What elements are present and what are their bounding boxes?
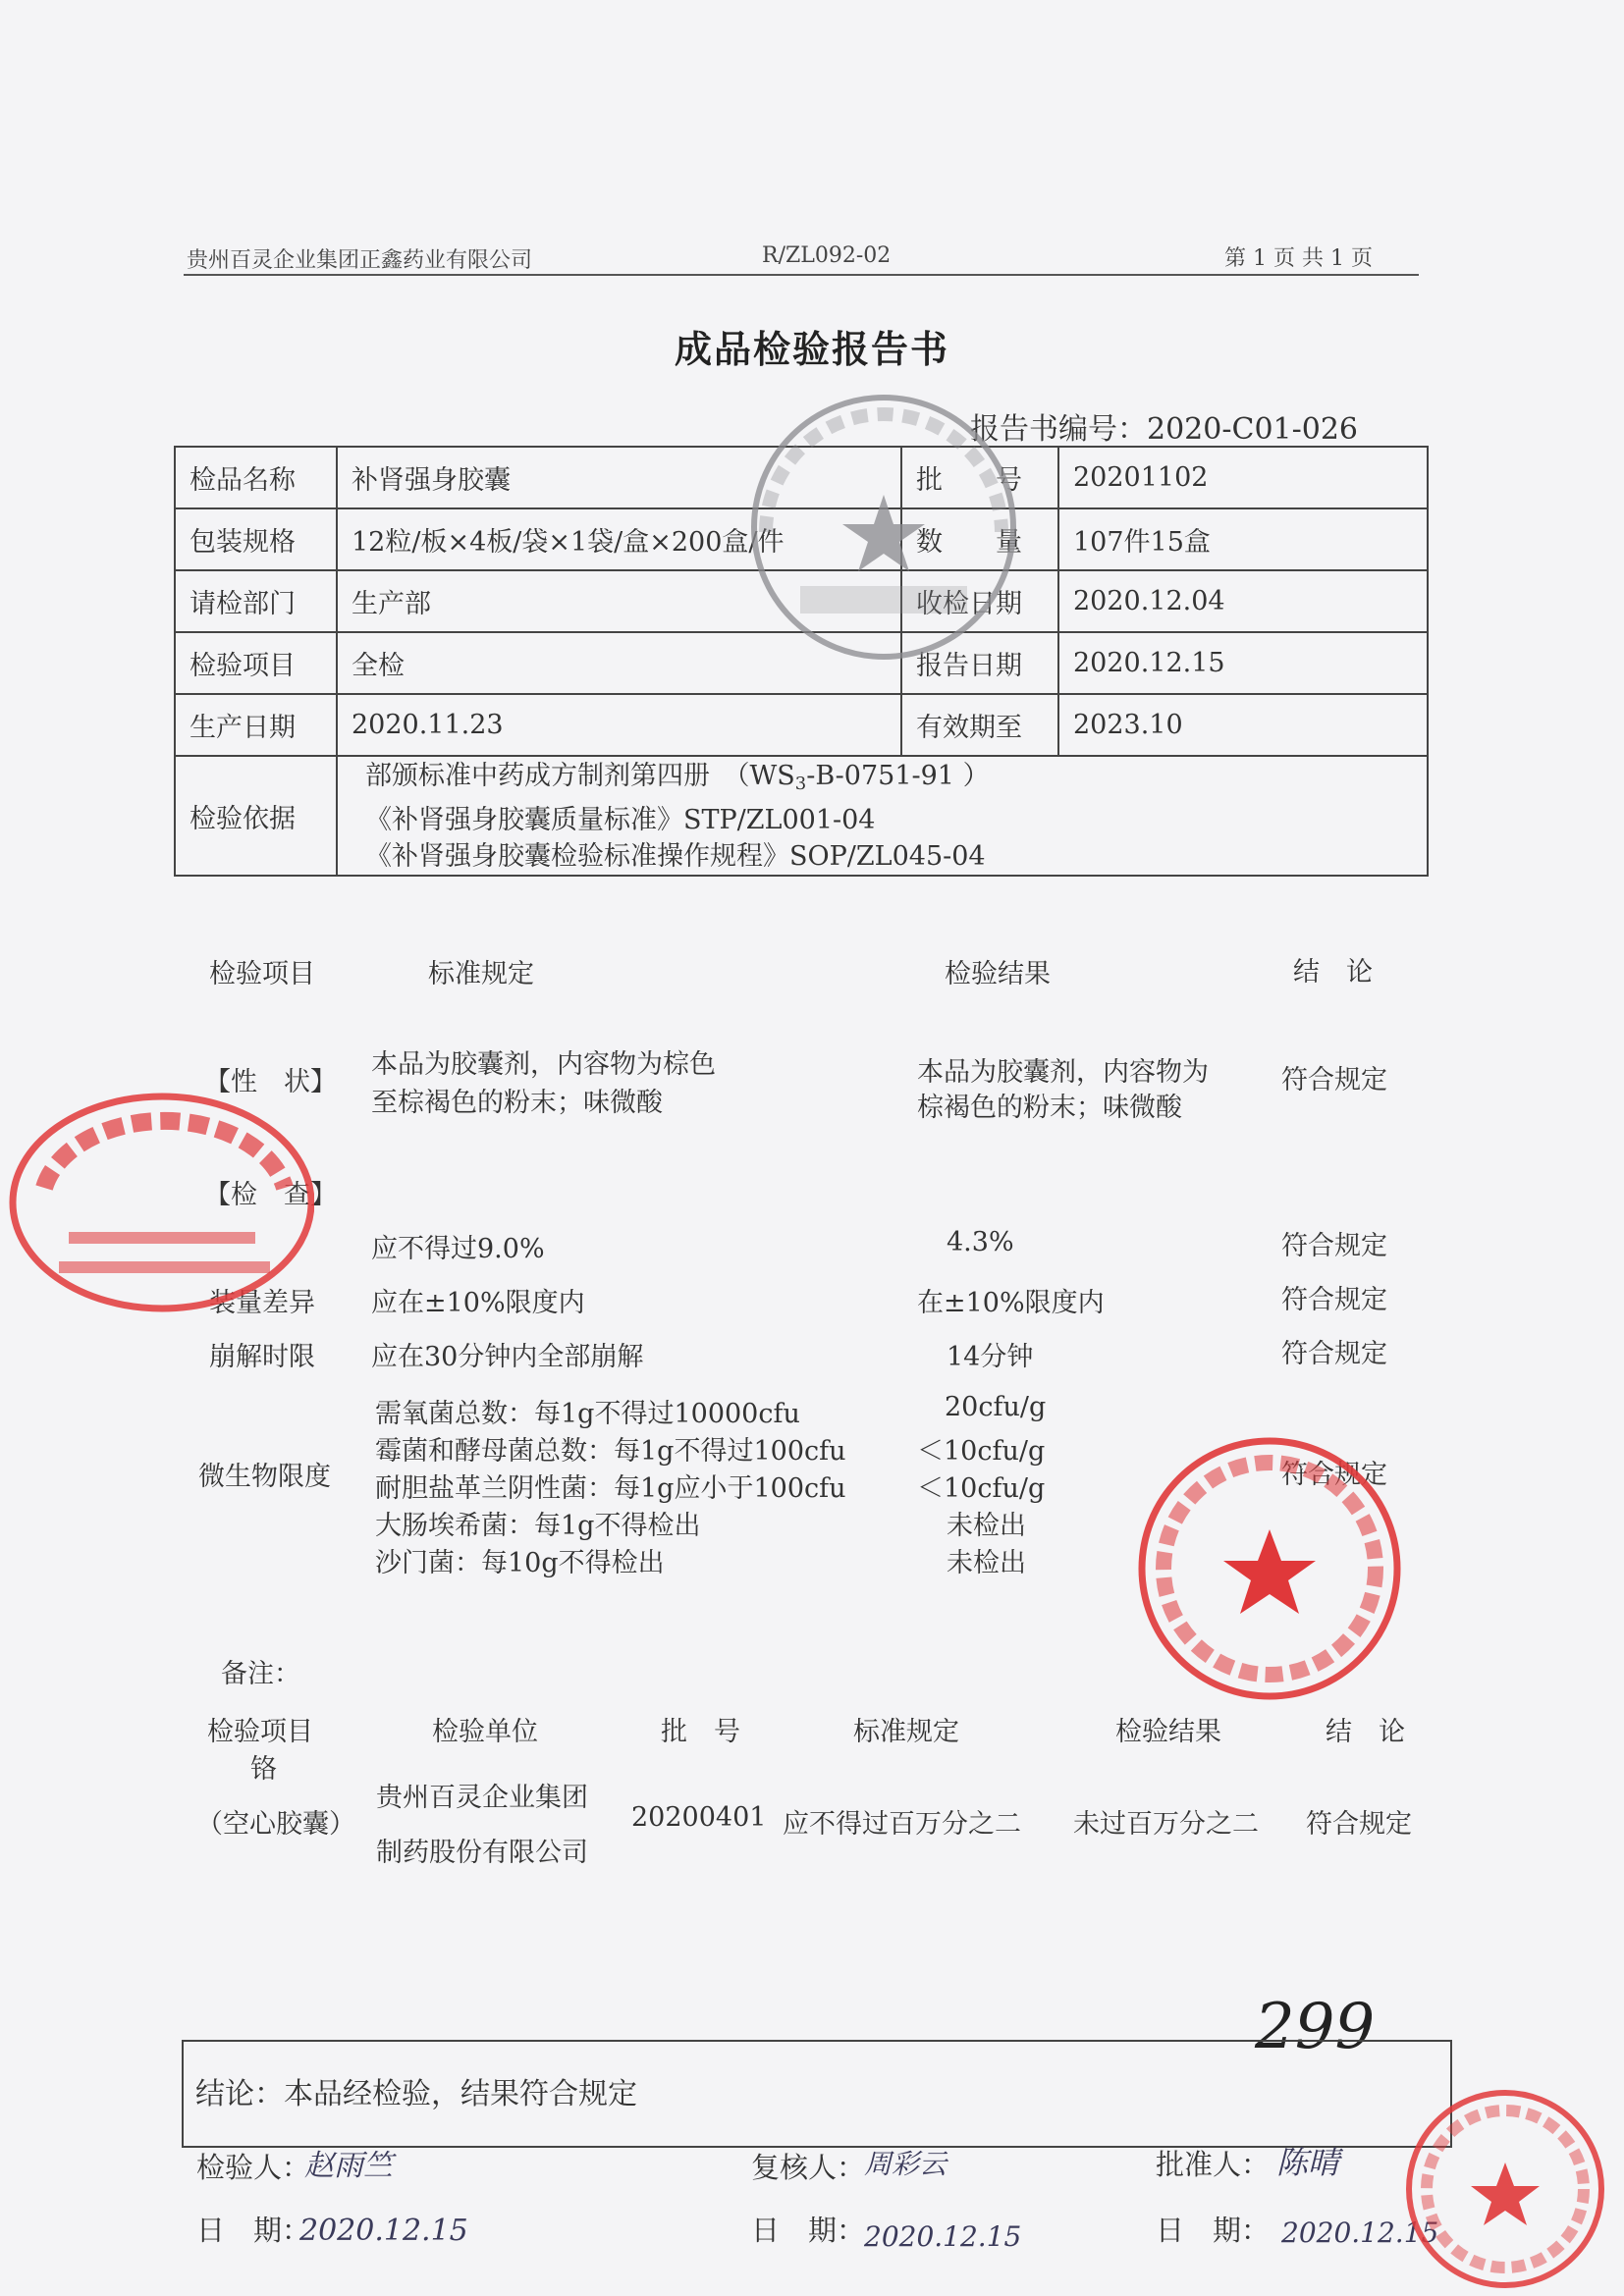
remarks-batch: 20200401 xyxy=(631,1802,767,1833)
production-date-value: 2020.11.23 xyxy=(337,694,901,756)
basis-value xyxy=(337,756,1428,876)
microbial-result: ＜10cfu/g xyxy=(917,1473,1046,1504)
remarks-conclusion: 符合规定 xyxy=(1306,1809,1412,1840)
red-corner-stamp xyxy=(1392,2086,1618,2292)
date-label: 日 期： xyxy=(1156,2214,1271,2247)
inspection-item-value: 全检 xyxy=(337,632,901,694)
fill-variance-label: 装量差异 xyxy=(209,1288,315,1318)
approver-label: 批准人： xyxy=(1156,2148,1271,2181)
remarks-item: 铬 xyxy=(250,1754,277,1785)
remarks-header-standard: 标准规定 xyxy=(853,1717,959,1747)
red-copy-stamp xyxy=(0,1085,314,1320)
appearance-standard: 本品为胶囊剂，内容物为棕色 xyxy=(371,1049,716,1080)
microbial-standard: 沙门菌：每10g不得检出 xyxy=(375,1548,665,1578)
disintegration-result: 14分钟 xyxy=(947,1342,1034,1372)
package-spec-value: 12粒/板×4板/袋×1袋/盒×200盒/件 xyxy=(337,508,901,570)
expiry-label: 有效期至 xyxy=(901,694,1058,756)
date-label: 日 期： xyxy=(751,2214,866,2247)
table-row xyxy=(175,756,1428,876)
remarks-unit: 贵州百灵企业集团 xyxy=(376,1783,588,1813)
appearance-standard: 至棕褐色的粉末；味微酸 xyxy=(371,1088,663,1118)
conclusion-box xyxy=(182,2040,1452,2148)
report-number: 报告书编号：2020-C01-026 xyxy=(970,412,1359,447)
receive-date-value: 2020.12.04 xyxy=(1058,570,1428,632)
fill-variance-conclusion: 符合规定 xyxy=(1281,1285,1387,1315)
remarks-header-result: 检验结果 xyxy=(1115,1717,1221,1747)
header-rule xyxy=(184,274,1419,276)
results-header-conclusion: 结 论 xyxy=(1293,957,1373,988)
inspector-label: 检验人： xyxy=(196,2151,311,2184)
microbial-result: 20cfu/g xyxy=(945,1392,1047,1422)
appearance-result: 本品为胶囊剂，内容物为 xyxy=(917,1057,1209,1088)
product-name-value: 补肾强身胶囊 xyxy=(337,447,901,508)
microbial-standard: 耐胆盐革兰阴性菌：每1g应小于100cfu xyxy=(375,1473,846,1504)
results-header-result: 检验结果 xyxy=(945,959,1051,989)
reviewer-date: 2020.12.15 xyxy=(864,2220,1022,2253)
microbial-conclusion: 符合规定 xyxy=(1281,1460,1387,1490)
date-label: 日 期： xyxy=(196,2214,311,2247)
appearance-conclusion: 符合规定 xyxy=(1281,1065,1387,1095)
microbial-result: 未检出 xyxy=(947,1511,1026,1541)
conclusion-text: 结论：本品经检验，结果符合规定 xyxy=(195,2077,637,2111)
table-row xyxy=(175,694,1428,756)
fill-variance-result: 在±10%限度内 xyxy=(917,1288,1105,1318)
approver-date: 2020.12.15 xyxy=(1281,2216,1439,2249)
results-header-standard: 标准规定 xyxy=(428,959,534,989)
product-name-label: 检品名称 xyxy=(175,447,337,508)
remarks-unit: 制药股份有限公司 xyxy=(376,1838,588,1868)
microbial-standard: 需氧菌总数：每1g不得过10000cfu xyxy=(375,1399,800,1429)
remarks-header-batch: 批 号 xyxy=(661,1717,740,1747)
report-date-label: 报告日期 xyxy=(901,632,1058,694)
microbial-result: ＜10cfu/g xyxy=(917,1436,1046,1467)
red-quality-stamp xyxy=(1127,1431,1422,1706)
disintegration-label: 崩解时限 xyxy=(209,1342,315,1372)
microbial-label: 微生物限度 xyxy=(198,1462,331,1492)
remarks-result: 未过百万分之二 xyxy=(1073,1809,1259,1840)
requesting-dept-value: 生产部 xyxy=(337,570,901,632)
microbial-standard: 霉菌和酵母菌总数：每1g不得过100cfu xyxy=(375,1436,846,1467)
remarks-item: （空心胶囊） xyxy=(196,1809,355,1840)
reviewer-signature: 周彩云 xyxy=(864,2148,947,2180)
quantity-label: 数 量 xyxy=(901,508,1058,570)
inspector-date: 2020.12.15 xyxy=(299,2214,468,2248)
basis-line: 《补肾强身胶囊质量标准》STP/ZL001-04 xyxy=(365,804,876,835)
production-date-label: 生产日期 xyxy=(175,694,337,756)
remarks-header-item: 检验项目 xyxy=(207,1717,313,1747)
disintegration-conclusion: 符合规定 xyxy=(1281,1339,1387,1369)
moisture-conclusion: 符合规定 xyxy=(1281,1231,1387,1261)
remarks-label: 备注： xyxy=(221,1659,300,1689)
basis-line: 部颁标准中药成方制剂第四册 （$WS_3-B-0751-91$ ） xyxy=(365,760,990,794)
package-spec-label: 包装规格 xyxy=(175,508,337,570)
disintegration-standard: 应在30分钟内全部崩解 xyxy=(371,1342,644,1372)
batch-label: 批 号 xyxy=(901,447,1058,508)
remarks-header-unit: 检验单位 xyxy=(432,1717,538,1747)
appearance-result: 棕褐色的粉末；味微酸 xyxy=(917,1093,1182,1123)
batch-value: 20201102 xyxy=(1058,447,1428,508)
requesting-dept-label: 请检部门 xyxy=(175,570,337,632)
company-name: 贵州百灵企业集团正鑫药业有限公司 xyxy=(187,248,533,273)
basis-line: 《补肾强身胶囊检验标准操作规程》SOP/ZL045-04 xyxy=(365,840,986,872)
microbial-result: 未检出 xyxy=(947,1548,1026,1578)
appearance-label: 【性 状】 xyxy=(204,1067,337,1097)
page-title: 成品检验报告书 xyxy=(674,327,949,371)
receive-date-label: 收检日期 xyxy=(901,570,1058,632)
inspection-item-label: 检验项目 xyxy=(175,632,337,694)
handwritten-number: 299 xyxy=(1255,1991,1376,2063)
check-label: 【检 查】 xyxy=(204,1180,337,1210)
remarks-header-conclusion: 结 论 xyxy=(1326,1717,1405,1747)
results-header-item: 检验项目 xyxy=(209,959,315,989)
basis-label: 检验依据 xyxy=(175,756,337,876)
document-code: R/ZL092-02 xyxy=(762,243,892,268)
approver-signature: 陈晴 xyxy=(1276,2144,1340,2181)
microbial-standard: 大肠埃希菌：每1g不得检出 xyxy=(375,1511,701,1541)
expiry-value: 2023.10 xyxy=(1058,694,1428,756)
remarks-standard: 应不得过百万分之二 xyxy=(783,1809,1021,1840)
moisture-standard: 应不得过9.0% xyxy=(371,1234,545,1264)
page-info: 第 1 页 共 1 页 xyxy=(1224,246,1373,271)
grey-inspection-stamp xyxy=(707,385,1060,669)
quantity-value: 107件15盒 xyxy=(1058,508,1428,570)
inspector-signature: 赵雨竺 xyxy=(304,2149,393,2183)
fill-variance-standard: 应在±10%限度内 xyxy=(371,1288,585,1318)
moisture-result: 4.3% xyxy=(947,1227,1014,1257)
reviewer-label: 复核人： xyxy=(751,2151,866,2184)
report-date-value: 2020.12.15 xyxy=(1058,632,1428,694)
